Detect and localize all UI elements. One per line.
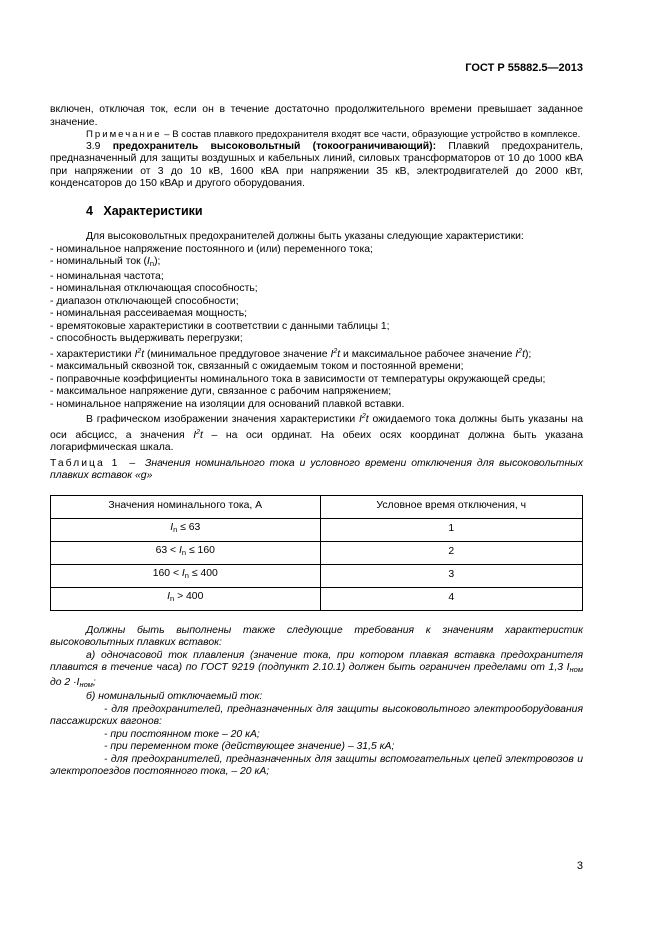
section-number: 4 [86, 203, 93, 218]
page-number: 3 [576, 860, 583, 872]
i2t-symbol: $I^2t$ [330, 347, 341, 360]
section-title: Характеристики [103, 203, 203, 218]
definition-term: предохранитель высоковольтный (токоограничивающий): [112, 140, 437, 152]
note-paragraph [50, 129, 583, 141]
table-caption-dash: – [129, 457, 136, 469]
requirement-b-item: - для предохранителей, предназначенных для защиты вспомогательных цепей электровозов и электропоездов постоянного тока, – 20 кА; [50, 753, 583, 777]
table-cell-time: 2 [320, 541, 582, 564]
section-heading [86, 205, 583, 218]
paragraph-text: ожидаемого тока должны быть указаны на оси абсцисс, а значения [50, 414, 583, 441]
table-cell-current: $I_n \le 63$ [51, 518, 321, 541]
list-text: ); [524, 348, 532, 360]
list-text: и максимальное рабочее значение [340, 348, 516, 360]
table-cell-current: $160 < I_n \le 400$ [51, 564, 321, 587]
table-row [51, 564, 583, 587]
paragraph-text: В графическом изображении значения характеристики [86, 414, 359, 425]
subscript: n [149, 259, 155, 268]
table-cell-current: $63 < I_n \le 160$ [51, 541, 321, 564]
table-cell-time: 4 [320, 587, 582, 610]
list-text: (минимальное преддуговое значение [147, 348, 331, 360]
table-caption-label: Таблица 1 [50, 457, 120, 469]
list-text: ); [154, 256, 161, 267]
i2t-symbol: $I^2t$ [193, 428, 203, 441]
paragraph-text: – на оси ординат. На обеих осях координат должна быть указана логарифмическая шкала. [50, 429, 583, 453]
symbol-i: I [147, 256, 150, 267]
document-code-header: ГОСТ Р 55882.5—2013 [465, 62, 583, 74]
list-text: - характеристики [50, 348, 135, 360]
table-row [51, 587, 583, 610]
list-text: - номинальный ток ( [50, 256, 148, 267]
table-header-time: Условное время отключения, ч [320, 495, 582, 518]
note-label: Примечание [86, 129, 162, 140]
list-item: - времятоковые характеристики в соответствии с данными таблицы 1; [50, 320, 390, 332]
table-caption-text: Значения номинального тока и условного времени отключения для высоковольтных плавких вставок «g» [50, 457, 584, 481]
i2t-symbol: $I^2t$ [358, 413, 369, 425]
definition-number: 3.9 [86, 140, 101, 152]
table-header-row [51, 495, 583, 518]
table-cell-current: $I_n > 400$ [51, 587, 321, 610]
definition-3-9 [50, 141, 583, 191]
requirement-b-subitem: - при переменном токе (действующее значение) – 31,5 кА; [104, 741, 395, 752]
characteristics-intro: Для высоковольтных предохранителей должны быть указаны следующие характеристики: [86, 231, 524, 242]
i2t-symbol: $I^2t$ [515, 347, 525, 360]
list-item: - номинальная рассеиваемая мощность; [50, 308, 248, 319]
table-cell-time: 1 [320, 518, 582, 541]
list-item: - диапазон отключающей способности; [50, 295, 239, 307]
table-caption [50, 458, 583, 483]
table-row [51, 518, 583, 541]
requirement-b-item: - для предохранителей, предназначенных для защиты высоковольтного электрооборудования пассажирских вагонов: [50, 703, 583, 727]
requirement-a: а) одночасовой ток плавления (значение тока, при котором плавкая вставка предохранителя плавится в течение часа) по ГОСТ 9219 (подпункт 2.10.1) должен быть ограничен пределами от 1,3 $I_{ном}$ до $2 \cdot I_{ном}$; [50, 649, 583, 689]
requirements-paragraph: Должны быть выполнены также следующие требования к значениям характеристик высоковольтных плавких вставок: [50, 624, 583, 648]
list-item: - номинальная частота; [50, 270, 164, 282]
list-item-i2t [50, 346, 583, 362]
definition-text: Плавкий предохранитель, предназначенный для защиты воздушных и кабельных линий, силовых трансформаторов от 10 до 1000 кВА при напряжении от 3 до 10 кВ, 1600 кВА при напряжении 35 кВ, электродвигателей до 2000 кВт, конденсаторов до 150 кВАр и другого оборудования. [50, 140, 583, 189]
requirement-b: б) номинальный отключаемый ток: [86, 691, 263, 702]
i2t-symbol: $I^2t$ [134, 347, 145, 360]
list-item-rated-current [50, 256, 583, 271]
list-item: - номинальное напряжение постоянного и (или) переменного тока; [50, 243, 373, 255]
list-item: - максимальное напряжение дуги, связанное с рабочим напряжением; [50, 386, 392, 397]
document-body [50, 104, 583, 779]
continuation-paragraph: включен, отключая ток, если он в течение достаточно продолжительного времени превышает заданное значение. [50, 104, 583, 128]
note-text: В состав плавкого предохранителя входят все части, образующие устройство в комплексе. [172, 129, 581, 140]
characteristics-table [50, 495, 583, 611]
graphic-paragraph [50, 411, 583, 455]
list-item: - максимальный сквозной ток, связанный с ожидаемым током и постоянной времени; [50, 361, 464, 372]
requirement-b-subitem: - при постоянном токе – 20 кА; [104, 728, 260, 740]
note-dash: – [164, 129, 170, 140]
table-row [51, 541, 583, 564]
table-cell-time: 3 [320, 564, 582, 587]
table-header-current: Значения номинального тока, А [51, 495, 321, 518]
list-item: - поправочные коэффициенты номинального тока в зависимости от температуры окружающей среды; [50, 373, 546, 385]
list-item: - номинальная отключающая способность; [50, 283, 258, 294]
list-item: - способность выдерживать перегрузки; [50, 333, 243, 344]
list-item: - номинальное напряжение на изоляции для оснований плавкой вставки. [50, 398, 405, 410]
